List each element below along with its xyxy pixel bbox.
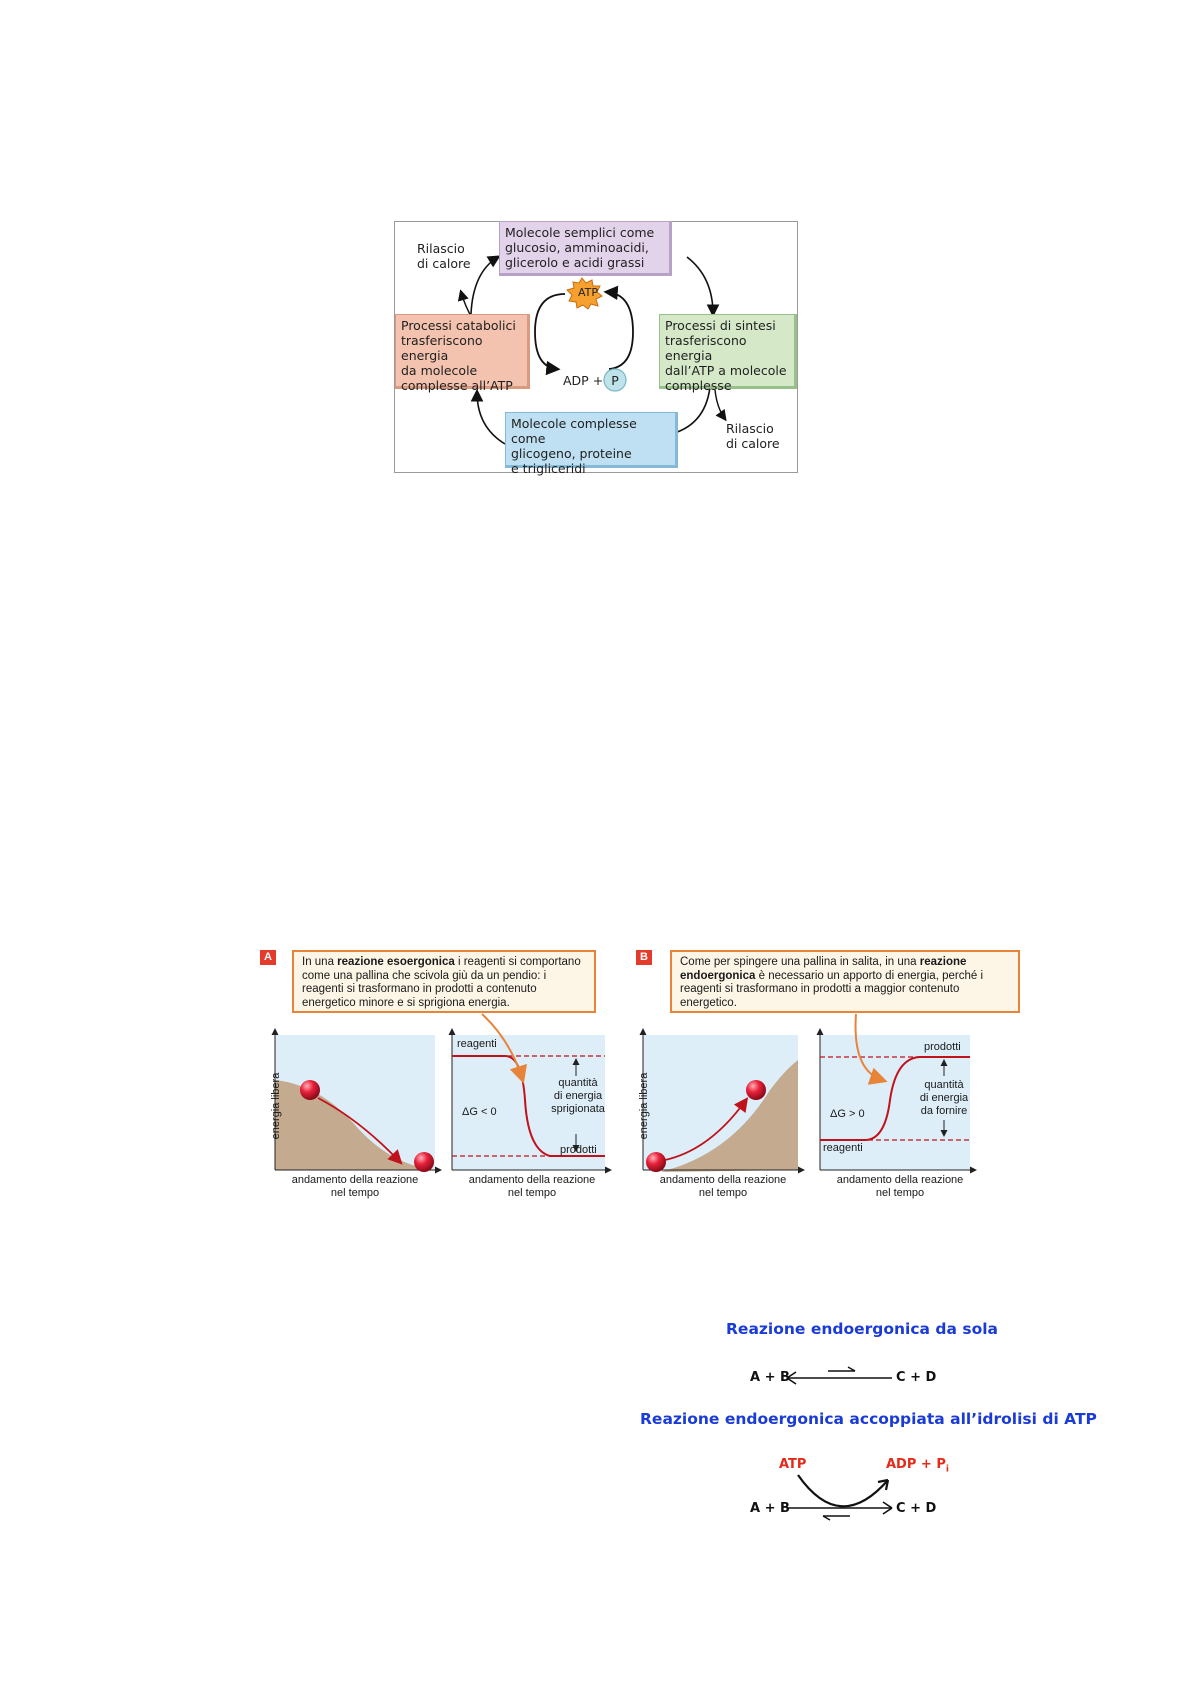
ball-icon <box>300 1080 320 1100</box>
heat-release-line: Rilascio <box>726 421 774 436</box>
catabolic-line: da molecole <box>401 363 478 378</box>
panel-a-slope-plot <box>275 1030 440 1172</box>
panel-a-bottom-label: prodotti <box>560 1144 597 1156</box>
panel-a-top-label: reagenti <box>457 1038 497 1050</box>
caption-text: In una <box>302 956 338 968</box>
panel-a-ylabel: energia libera <box>270 1072 282 1140</box>
energy-label-line: quantità <box>924 1079 964 1091</box>
xlabel-line: nel tempo <box>330 1187 380 1199</box>
xlabel-line: nel tempo <box>875 1187 925 1199</box>
panel-b-xlabel-1 <box>643 1174 803 1200</box>
energy-label-line: quantità <box>558 1077 598 1089</box>
reactants-label: A + B <box>750 1501 790 1516</box>
panel-b-delta-g: ΔG > 0 <box>830 1108 865 1120</box>
catabolic-processes-box <box>395 314 530 393</box>
complex-molecules-line: Molecole complesse come <box>511 416 637 446</box>
energy-label-line: sprigionata <box>551 1103 605 1115</box>
ball-icon <box>414 1152 434 1172</box>
catabolic-line: Processi catabolici <box>401 318 516 333</box>
panel-b-ylabel: energia libera <box>638 1072 650 1140</box>
endergonic-alone-title: Reazione endoergonica da sola <box>726 1320 999 1338</box>
panel-b-bottom-label: reagenti <box>823 1142 863 1154</box>
products-label: C + D <box>896 1501 937 1516</box>
caption-bold: reazione esoergonica <box>337 956 455 968</box>
arrow-catabolic-to-simple <box>471 257 498 314</box>
heat-release-line: di calore <box>417 256 471 271</box>
energy-label-line: di energia <box>553 1090 603 1102</box>
energy-label-line: da fornire <box>920 1105 968 1117</box>
synthesis-processes-box <box>659 314 797 393</box>
heat-release-line: Rilascio <box>417 241 465 256</box>
heat-release-left-label <box>417 241 471 271</box>
atp-label: ATP <box>577 286 599 299</box>
complex-molecules-line: glicogeno, proteine <box>511 446 632 461</box>
energy-label-line: di energia <box>919 1092 969 1104</box>
heat-release-right-label <box>726 421 780 451</box>
complex-molecules-box <box>505 412 678 476</box>
subscript-i: i <box>945 1464 949 1475</box>
simple-molecules-box <box>499 221 672 276</box>
adp-label: ADP + <box>563 373 604 388</box>
adp-text: ADP + P <box>886 1457 946 1472</box>
atp-coupling-curve <box>798 1475 888 1506</box>
caption-bold: reazione endoergonica <box>680 956 967 982</box>
arrow-simple-to-synthesis <box>687 257 713 314</box>
caption-text: i reagenti si comportano come una pallina che scivola giù da un pendio: i reagenti si trasformano in prodotti a contenuto energetico minore e si sprigiona energia. <box>302 956 581 1009</box>
synthesis-line: trasferiscono energia <box>665 333 747 363</box>
panel-a-energy-label <box>548 1077 608 1116</box>
simple-molecules-line: Molecole semplici come <box>505 225 655 240</box>
xlabel-line: nel tempo <box>698 1187 748 1199</box>
arrow-heat-right <box>715 390 725 419</box>
xlabel-line: andamento della reazione <box>291 1174 419 1186</box>
xlabel-line: andamento della reazione <box>468 1174 596 1186</box>
simple-molecules-line: glucosio, amminoacidi, <box>505 240 649 255</box>
ball-icon <box>746 1080 766 1100</box>
panel-a-tag: A <box>260 950 276 965</box>
adp-red-label <box>886 1457 949 1475</box>
synthesis-line: Processi di sintesi <box>665 318 776 333</box>
panel-b-energy-label <box>912 1079 976 1118</box>
panel-a-xlabel-2 <box>452 1174 612 1200</box>
simple-molecules-line: glicerolo e acidi grassi <box>505 255 645 270</box>
panel-b-top-label: prodotti <box>924 1041 961 1053</box>
phosphate-label: P <box>611 373 619 388</box>
synthesis-line: complesse <box>665 378 732 393</box>
products-label: C + D <box>896 1370 937 1385</box>
atp-red-label: ATP <box>779 1457 807 1472</box>
xlabel-line: andamento della reazione <box>836 1174 964 1186</box>
caption-text: è necessario un apporto di energia, perché i reagenti si trasformano in prodotti a maggior contenuto energetico. <box>680 969 983 1009</box>
catabolic-line: complesse all’ATP <box>401 378 513 393</box>
heat-release-line: di calore <box>726 436 780 451</box>
ball-icon <box>646 1152 666 1172</box>
panel-b-tag: B <box>636 950 652 965</box>
panel-a-delta-g: ΔG < 0 <box>462 1106 497 1118</box>
arrow-complex-to-catabolic <box>477 392 505 444</box>
panel-b-slope-plot <box>643 1030 803 1172</box>
atp-coupling-figure <box>640 1320 1097 1530</box>
catabolic-line: trasferiscono energia <box>401 333 483 363</box>
panel-b-xlabel-2 <box>820 1174 980 1200</box>
endergonic-coupled-title: Reazione endoergonica accoppiata all’idrolisi di ATP <box>640 1410 1097 1428</box>
xlabel-line: andamento della reazione <box>659 1174 787 1186</box>
panel-a-xlabel-1 <box>275 1174 435 1200</box>
caption-text: Come per spingere una pallina in salita, in una <box>680 956 920 968</box>
reactants-label: A + B <box>750 1370 790 1385</box>
arrow-atp-to-adp <box>535 294 565 369</box>
energy-reaction-figure <box>260 950 1020 1205</box>
complex-molecules-line: e trigliceridi <box>511 461 586 476</box>
metabolism-cycle-figure <box>394 221 798 476</box>
synthesis-line: dall’ATP a molecole <box>665 363 787 378</box>
arrow-adp-to-atp <box>607 292 633 369</box>
xlabel-line: nel tempo <box>507 1187 557 1199</box>
